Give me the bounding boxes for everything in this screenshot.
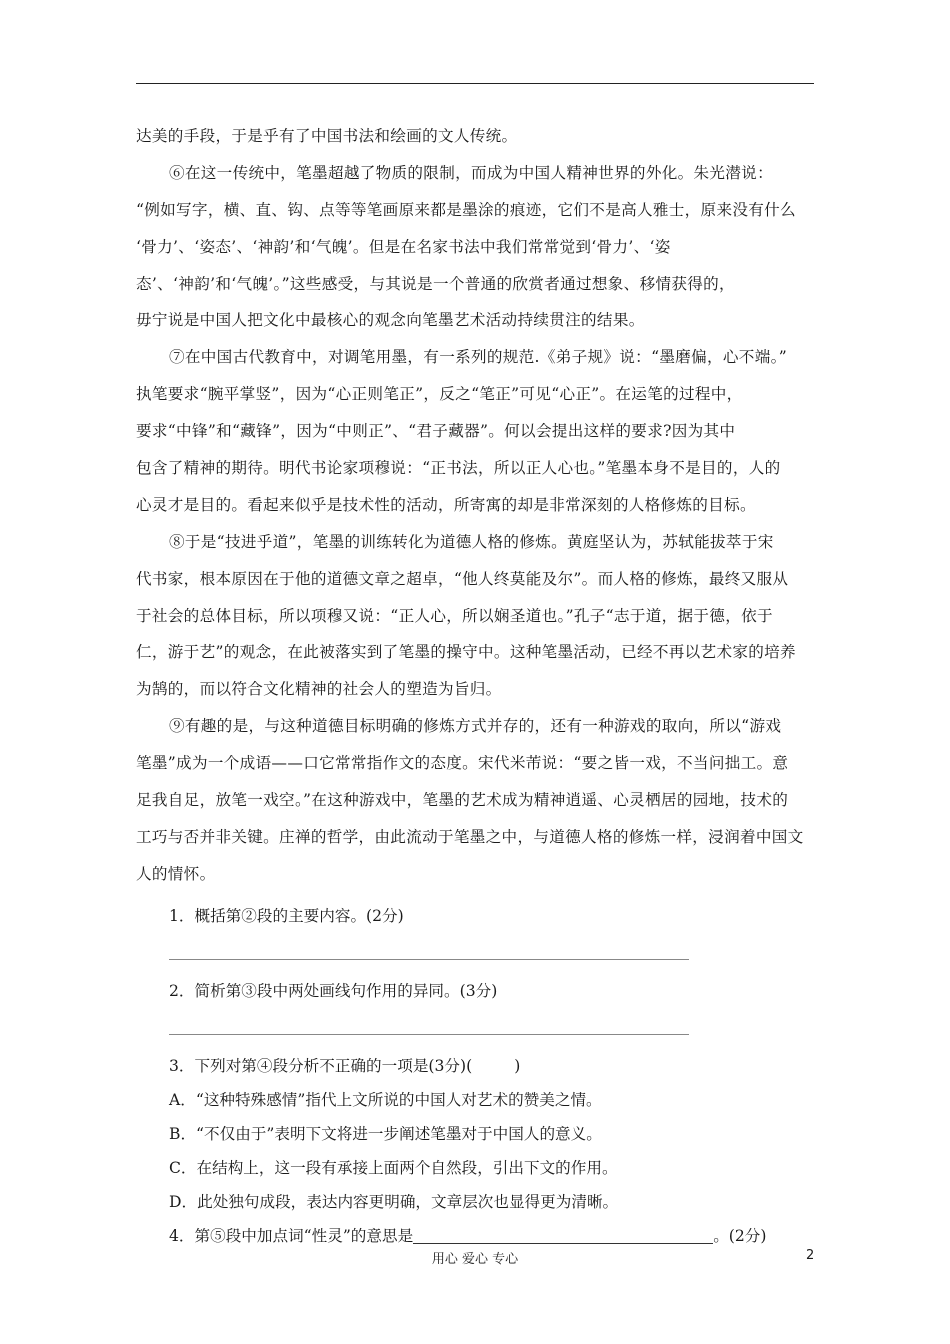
header-rule (136, 83, 814, 84)
paragraph-line: ⑥在这一传统中，笔墨超越了物质的限制，而成为中国人精神世界的外化。朱光潜说： (169, 163, 773, 182)
option-c: C．在结构上，这一段有承接上面两个自然段，引出下文的作用。 (169, 1158, 618, 1177)
paragraph-line: 工巧与否并非关键。庄禅的哲学，由此流动于笔墨之中，与道德人格的修炼一样，浸润着中国文 (136, 827, 804, 846)
question-2: 2．简析第③段中两处画线句作用的异同。(3分) (169, 981, 498, 1000)
paragraph-line: 代书家，根本原因在于他的道德文章之超卓，“他人终莫能及尔”。而人格的修炼，最终又服从 (136, 569, 789, 588)
question-1: 1．概括第②段的主要内容。(2分) (169, 906, 404, 925)
page-number: 2 (806, 1248, 815, 1263)
paragraph-line: 人的情怀。 (136, 864, 216, 883)
paragraph-line: ⑦在中国古代教育中，对调笔用墨，有一系列的规范.《弟子规》说：“墨磨偏，心不端。” (169, 348, 787, 367)
question-4-points: 。(2分) (713, 1226, 767, 1245)
paragraph-line: 仁，游于艺”的观念，在此被落实到了笔墨的操守中。这种笔墨活动，已经不再以艺术家的培养 (136, 643, 796, 662)
paragraph-line: 于社会的总体目标，所以项穆又说：“正人心，所以娴圣道也。”孔子“志于道，据于德，依于 (136, 606, 773, 625)
paragraph-line: 心灵才是目的。看起来似乎是技术性的活动，所寄寓的却是非常深刻的人格修炼的目标。 (136, 495, 756, 514)
paragraph-line: 执笔要求“腕平掌竖”，因为“心正则笔正”，反之“笔正”可见“心正”。在运笔的过程中， (136, 385, 743, 404)
paragraph-line: 为鹄的，而以符合文化精神的社会人的塑造为旨归。 (136, 680, 502, 699)
question-4-text: 4．第⑤段中加点词“性灵”的意思是 (169, 1226, 414, 1245)
paragraph-line: 足我自足，放笔一戏空。”在这种游戏中，笔墨的艺术成为精神逍遥、心灵栖居的园地，技术的 (136, 791, 789, 810)
paragraph-line: 笔墨”成为一个成语——口它常常指作文的态度。宋代米芾说：“要之皆一戏，不当问拙工。意 (136, 754, 789, 773)
paragraph-line: ⑨有趣的是，与这种道德目标明确的修炼方式并存的，还有一种游戏的取向，所以“游戏 (169, 717, 782, 736)
answer-line[interactable] (169, 959, 689, 960)
paragraph-line: 包含了精神的期待。明代书论家项穆说：“正书法，所以正人心也。”笔墨本身不是目的，人的 (136, 459, 781, 478)
paragraph-line: ‘骨力’、‘姿态’、‘神韵’和‘气魄’。但是在名家书法中我们常常觉到‘骨力’、‘姿 (136, 237, 671, 256)
question-3-text: 3．下列对第④段分析不正确的一项是(3分)( (169, 1056, 473, 1075)
paragraph-line: “例如写字，横、直、钩、点等等笔画原来都是墨涂的痕迹，它们不是高人雅士，原来没有什么 (136, 200, 796, 219)
paragraph-line: 毋宁说是中国人把文化中最核心的观念向笔墨艺术活动持续贯注的结果。 (136, 311, 645, 330)
paragraph-line: 达美的手段，于是乎有了中国书法和绘画的文人传统。 (136, 127, 518, 145)
document-body (136, 118, 820, 1253)
option-a: A．“这种特殊感情”指代上文所说的中国人对艺术的赞美之情。 (169, 1090, 602, 1109)
option-d: D．此处独句成段，表达内容更明确，文章层次也显得更为清晰。 (169, 1192, 619, 1211)
paragraph-line: 态’、‘神韵’和‘气魄’。”这些感受，与其说是一个普通的欣赏者通过想象、移情获得的， (136, 274, 735, 293)
passage (136, 118, 820, 893)
option-b: B．“不仅由于”表明下文将进一步阐述笔墨对于中国人的意义。 (169, 1124, 602, 1143)
paragraph-line: ⑧于是“技进乎道”，笔墨的训练转化为道德人格的修炼。黄庭坚认为，苏轼能拔萃于宋 (169, 532, 774, 551)
answer-blank[interactable] (413, 1227, 713, 1244)
question-3 (136, 1049, 820, 1083)
answer-line[interactable] (169, 1034, 689, 1035)
questions (136, 899, 820, 1253)
footer-slogan: 用心 爱心 专心 (431, 1252, 519, 1267)
paragraph-line: 要求“中锋”和“藏锋”，因为“中则正”、“君子藏器”。何以会提出这样的要求?因为其中 (136, 422, 736, 441)
question-3-close: ) (514, 1056, 521, 1075)
